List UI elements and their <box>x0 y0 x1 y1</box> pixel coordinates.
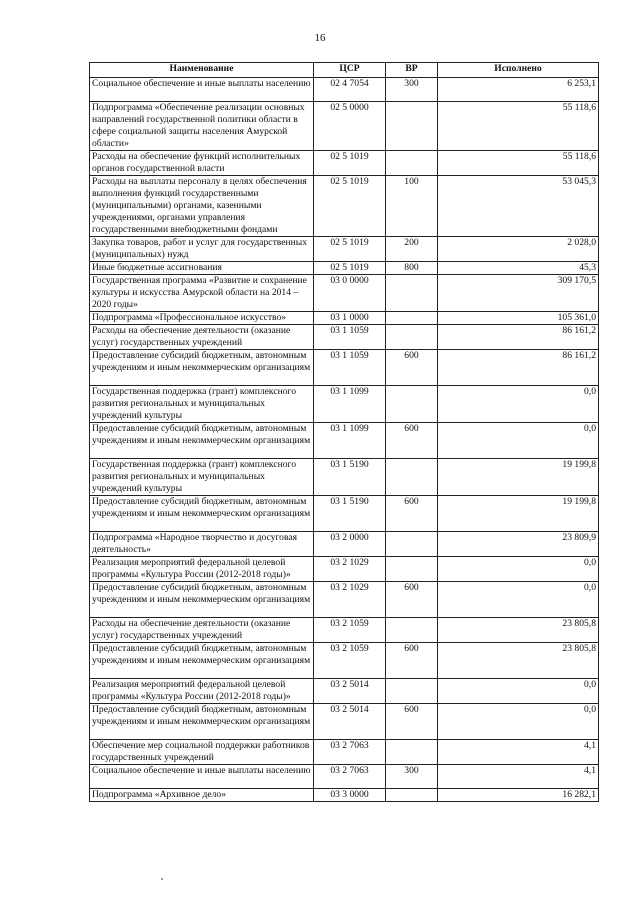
cell-amount: 105 361,0 <box>438 312 599 325</box>
cell-vr: 600 <box>386 423 438 459</box>
cell-name: Подпрограмма «Архивное дело» <box>90 789 314 802</box>
cell-csr: 03 2 7063 <box>314 740 386 765</box>
cell-name: Реализация мероприятий федеральной целевой программы «Культура России (2012-2018 годы)» <box>90 557 314 582</box>
page-number: 16 <box>314 32 326 44</box>
header-amount: Исполнено <box>438 63 599 78</box>
cell-amount: 23 805,8 <box>438 643 599 679</box>
cell-vr <box>386 459 438 496</box>
cell-csr: 02 4 7054 <box>314 78 386 102</box>
cell-csr: 02 5 0000 <box>314 102 386 151</box>
cell-name: Подпрограмма «Обеспечение реализации основных направлений государственной политики области в сфере социальной защиты населения Амурской области» <box>90 102 314 151</box>
table-header-row <box>90 63 599 78</box>
cell-vr: 300 <box>386 765 438 789</box>
cell-amount: 19 199,8 <box>438 459 599 496</box>
cell-vr <box>386 740 438 765</box>
cell-amount: 16 282,1 <box>438 789 599 802</box>
cell-amount: 23 805,8 <box>438 618 599 643</box>
table-row <box>90 679 599 704</box>
cell-vr <box>386 102 438 151</box>
table-row <box>90 102 599 151</box>
cell-name: Подпрограмма «Профессиональное искусство» <box>90 312 314 325</box>
table-row <box>90 237 599 262</box>
table-row <box>90 582 599 618</box>
cell-csr: 03 2 5014 <box>314 704 386 740</box>
table-row <box>90 618 599 643</box>
cell-csr: 03 2 1029 <box>314 582 386 618</box>
cell-vr: 300 <box>386 78 438 102</box>
table-row <box>90 496 599 532</box>
table-row <box>90 262 599 275</box>
cell-amount: 45,3 <box>438 262 599 275</box>
cell-csr: 02 5 1019 <box>314 151 386 176</box>
cell-name: Предоставление субсидий бюджетным, автономным учреждениям и иным некоммерческим организациям <box>90 704 314 740</box>
table-row <box>90 557 599 582</box>
cell-vr <box>386 151 438 176</box>
cell-amount: 6 253,1 <box>438 78 599 102</box>
cell-name: Предоставление субсидий бюджетным, автономным учреждениям и иным некоммерческим организациям <box>90 496 314 532</box>
table-row <box>90 176 599 237</box>
cell-csr: 03 2 0000 <box>314 532 386 557</box>
cell-csr: 02 5 1019 <box>314 176 386 237</box>
cell-name: Закупка товаров, работ и услуг для государственных (муниципальных) нужд <box>90 237 314 262</box>
table-row <box>90 459 599 496</box>
cell-vr: 200 <box>386 237 438 262</box>
cell-name: Государственная поддержка (грант) комплексного развития региональных и муниципальных учреждений культуры <box>90 459 314 496</box>
header-name: Наименование <box>90 63 314 78</box>
cell-amount: 0,0 <box>438 386 599 423</box>
cell-csr: 03 2 1029 <box>314 557 386 582</box>
cell-name: Предоставление субсидий бюджетным, автономным учреждениям и иным некоммерческим организациям <box>90 423 314 459</box>
cell-name: Предоставление субсидий бюджетным, автономным учреждениям и иным некоммерческим организациям <box>90 350 314 386</box>
cell-vr <box>386 532 438 557</box>
scan-speck <box>161 878 163 880</box>
cell-vr: 100 <box>386 176 438 237</box>
cell-csr: 02 5 1019 <box>314 262 386 275</box>
cell-csr: 03 2 1059 <box>314 643 386 679</box>
table-row <box>90 386 599 423</box>
cell-vr <box>386 679 438 704</box>
cell-name: Расходы на обеспечение деятельности (оказание услуг) государственных учреждений <box>90 325 314 350</box>
cell-vr: 600 <box>386 496 438 532</box>
cell-vr: 800 <box>386 262 438 275</box>
cell-amount: 55 118,6 <box>438 151 599 176</box>
cell-amount: 0,0 <box>438 679 599 704</box>
cell-name: Обеспечение мер социальной поддержки работников государственных учреждений <box>90 740 314 765</box>
table-row <box>90 532 599 557</box>
cell-vr <box>386 618 438 643</box>
cell-name: Подпрограмма «Народное творчество и досуговая деятельность» <box>90 532 314 557</box>
cell-vr <box>386 386 438 423</box>
cell-csr: 03 2 5014 <box>314 679 386 704</box>
cell-vr <box>386 557 438 582</box>
table-row <box>90 350 599 386</box>
cell-amount: 0,0 <box>438 557 599 582</box>
cell-amount: 0,0 <box>438 423 599 459</box>
cell-csr: 03 1 5190 <box>314 459 386 496</box>
cell-name: Государственная поддержка (грант) комплексного развития региональных и муниципальных учреждений культуры <box>90 386 314 423</box>
cell-csr: 03 1 0000 <box>314 312 386 325</box>
table-row <box>90 740 599 765</box>
cell-name: Социальное обеспечение и иные выплаты населению <box>90 78 314 102</box>
table-row <box>90 643 599 679</box>
cell-amount: 86 161,2 <box>438 350 599 386</box>
cell-name: Реализация мероприятий федеральной целевой программы «Культура России (2012-2018 годы)» <box>90 679 314 704</box>
cell-csr: 03 0 0000 <box>314 275 386 312</box>
table-row <box>90 312 599 325</box>
table-row <box>90 704 599 740</box>
cell-amount: 2 028,0 <box>438 237 599 262</box>
cell-vr: 600 <box>386 582 438 618</box>
cell-vr <box>386 789 438 802</box>
cell-csr: 03 1 1099 <box>314 423 386 459</box>
cell-name: Иные бюджетные ассигнования <box>90 262 314 275</box>
cell-name: Предоставление субсидий бюджетным, автономным учреждениям и иным некоммерческим организациям <box>90 643 314 679</box>
cell-amount: 19 199,8 <box>438 496 599 532</box>
cell-amount: 53 045,3 <box>438 176 599 237</box>
cell-vr: 600 <box>386 643 438 679</box>
cell-name: Расходы на обеспечение деятельности (оказание услуг) государственных учреждений <box>90 618 314 643</box>
cell-amount: 0,0 <box>438 704 599 740</box>
cell-csr: 03 1 1059 <box>314 325 386 350</box>
cell-vr <box>386 325 438 350</box>
cell-csr: 03 1 1059 <box>314 350 386 386</box>
cell-csr: 03 2 1059 <box>314 618 386 643</box>
cell-amount: 55 118,6 <box>438 102 599 151</box>
cell-amount: 23 809,9 <box>438 532 599 557</box>
cell-vr: 600 <box>386 704 438 740</box>
cell-csr: 03 3 0000 <box>314 789 386 802</box>
table-row <box>90 423 599 459</box>
cell-csr: 02 5 1019 <box>314 237 386 262</box>
header-vr: ВР <box>386 63 438 78</box>
cell-csr: 03 2 7063 <box>314 765 386 789</box>
cell-csr: 03 1 1099 <box>314 386 386 423</box>
table-row <box>90 275 599 312</box>
table-row <box>90 765 599 789</box>
cell-name: Социальное обеспечение и иные выплаты населению <box>90 765 314 789</box>
header-csr: ЦСР <box>314 63 386 78</box>
cell-vr <box>386 312 438 325</box>
cell-name: Расходы на выплаты персоналу в целях обеспечения выполнения функций государственными (муниципальными) органами, казенными учреждениями, органами управления государственными внебюджетными фондами <box>90 176 314 237</box>
cell-vr: 600 <box>386 350 438 386</box>
cell-amount: 86 161,2 <box>438 325 599 350</box>
budget-table <box>89 62 599 802</box>
cell-name: Предоставление субсидий бюджетным, автономным учреждениям и иным некоммерческим организациям <box>90 582 314 618</box>
cell-name: Государственная программа «Развитие и сохранение культуры и искусства Амурской области на 2014 – 2020 годы» <box>90 275 314 312</box>
cell-csr: 03 1 5190 <box>314 496 386 532</box>
table-row <box>90 789 599 802</box>
cell-amount: 4,1 <box>438 740 599 765</box>
cell-amount: 0,0 <box>438 582 599 618</box>
table-row <box>90 78 599 102</box>
table-row <box>90 151 599 176</box>
cell-amount: 4,1 <box>438 765 599 789</box>
cell-amount: 309 170,5 <box>438 275 599 312</box>
table-row <box>90 325 599 350</box>
cell-vr <box>386 275 438 312</box>
cell-name: Расходы на обеспечение функций исполнительных органов государственной власти <box>90 151 314 176</box>
